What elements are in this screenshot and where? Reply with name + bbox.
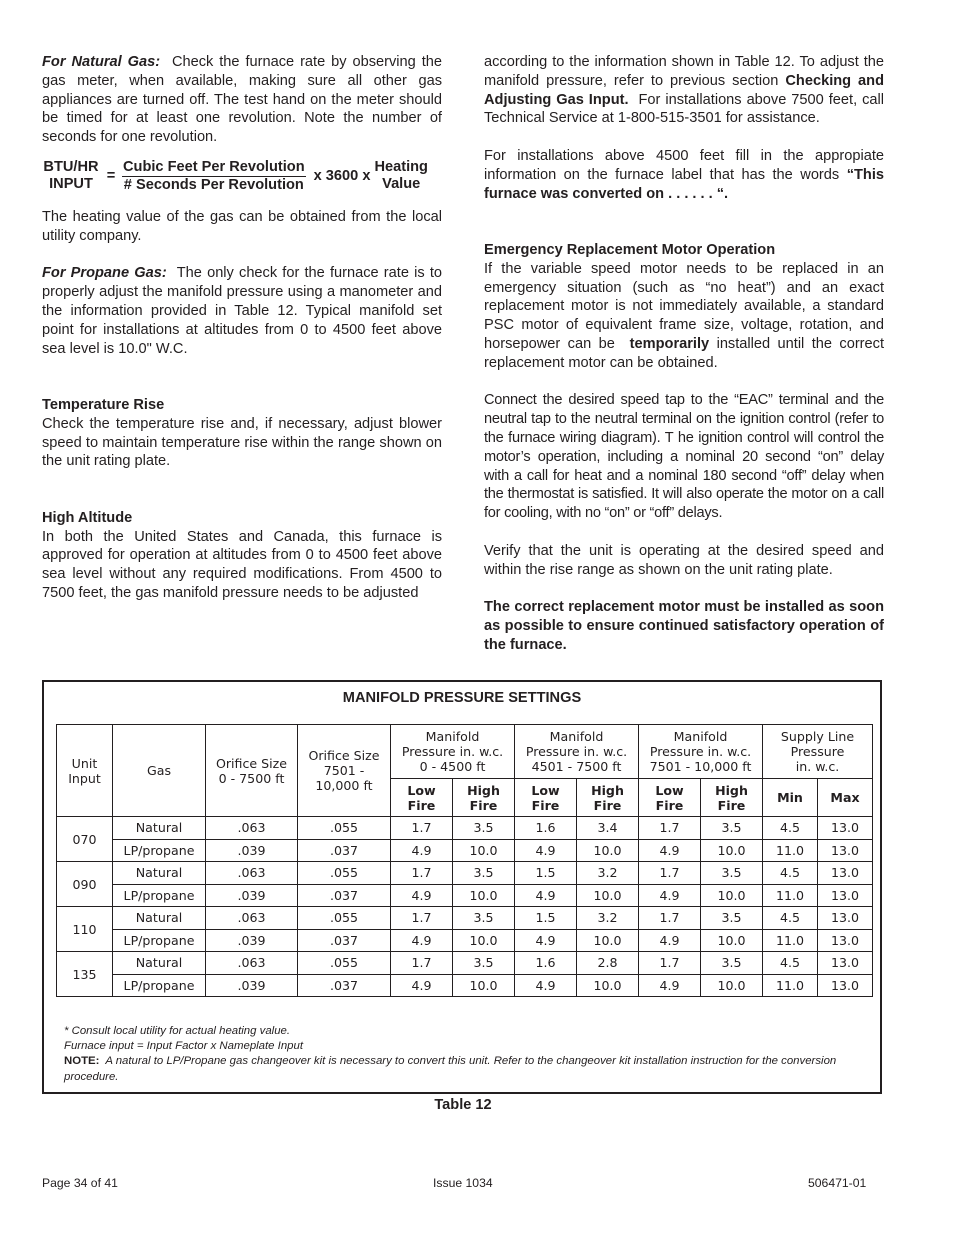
value-cell: 2.8 bbox=[577, 952, 639, 975]
mp3-range: 7501 - 10,000 ft bbox=[649, 759, 752, 774]
value-cell: .063 bbox=[206, 952, 298, 975]
gas-cell: Natural bbox=[113, 907, 206, 930]
natural-gas-text: Check the furnace rate by observing the gas meter, when available, making sure all other gas appliances are turned off. The test hand on the meter should be timed for at least one revolution. Note the number of seconds for one revolution. bbox=[42, 54, 442, 146]
note-label: NOTE: bbox=[64, 1055, 100, 1068]
table-row bbox=[57, 817, 873, 840]
low-1: Low bbox=[407, 782, 436, 798]
table-row bbox=[57, 839, 873, 862]
value-cell: 3.5 bbox=[453, 817, 515, 840]
header-orifice-size-b bbox=[298, 725, 391, 817]
note-changeover-text: A natural to LP/Propane gas changeover kit is necessary to convert this unit. Refer to the changeover kit installation instruction for the conversion procedure. bbox=[64, 1055, 837, 1083]
value-cell: 1.7 bbox=[391, 862, 453, 885]
value-cell: 11.0 bbox=[763, 929, 818, 952]
mp2-line2: Pressure in. w.c. bbox=[525, 744, 628, 759]
value-cell: 10.0 bbox=[577, 839, 639, 862]
table-row bbox=[57, 952, 873, 975]
value-cell: 1.7 bbox=[391, 907, 453, 930]
value-cell: 11.0 bbox=[763, 884, 818, 907]
value-cell: 3.4 bbox=[577, 817, 639, 840]
value-cell: 4.9 bbox=[639, 974, 701, 997]
value-cell: 10.0 bbox=[701, 929, 763, 952]
para1-text-a: according to the information shown in Table 12. To adjust the manifold pressure, refer to previous section bbox=[484, 54, 884, 89]
value-cell: .039 bbox=[206, 884, 298, 907]
table-row bbox=[57, 862, 873, 885]
value-cell: 4.9 bbox=[391, 929, 453, 952]
value-cell: 1.7 bbox=[391, 952, 453, 975]
header-supply-line bbox=[763, 725, 873, 779]
fire-h1: Fire bbox=[469, 797, 498, 813]
footer-doc-number: 506471-01 bbox=[808, 1176, 867, 1190]
value-cell: 4.5 bbox=[763, 952, 818, 975]
mp1-line1: Manifold bbox=[425, 729, 480, 744]
note-changeover bbox=[64, 1054, 869, 1084]
gas-cell: Natural bbox=[113, 817, 206, 840]
value-cell: .039 bbox=[206, 839, 298, 862]
value-cell: 13.0 bbox=[818, 839, 873, 862]
mp3-line1: Manifold bbox=[673, 729, 728, 744]
table-row bbox=[57, 929, 873, 952]
label-paragraph bbox=[484, 147, 884, 203]
fire-l1: Fire bbox=[407, 797, 436, 813]
header-low-fire-2 bbox=[515, 779, 577, 817]
right-column bbox=[484, 53, 884, 655]
header-gas: Gas bbox=[113, 725, 206, 817]
formula-btu-label bbox=[42, 159, 100, 193]
formula-equals: = bbox=[106, 167, 116, 184]
header-min: Min bbox=[763, 779, 818, 817]
formula-denominator: # Seconds Per Revolution bbox=[123, 176, 304, 193]
para1-bold: Checking and Adjusting Gas Input. bbox=[484, 72, 884, 108]
value-cell: .063 bbox=[206, 907, 298, 930]
value-cell: .037 bbox=[298, 929, 391, 952]
header-unit-input: Unit Input bbox=[57, 725, 113, 817]
temp-rise-paragraph: Check the temperature rise and, if necessary, adjust blower speed to maintain temperature rise within the range shown on the unit rating plate. bbox=[42, 415, 442, 470]
value-cell: 4.9 bbox=[639, 839, 701, 862]
value-cell: 13.0 bbox=[818, 974, 873, 997]
unit-cell: 135 bbox=[57, 952, 113, 997]
high-altitude-heading: High Altitude bbox=[42, 509, 133, 526]
value-cell: 1.6 bbox=[515, 817, 577, 840]
value-cell: 4.9 bbox=[391, 974, 453, 997]
value-cell: .037 bbox=[298, 839, 391, 862]
header-high-fire-2 bbox=[577, 779, 639, 817]
value-cell: .055 bbox=[298, 907, 391, 930]
manifold-pressure-table-box bbox=[42, 680, 882, 1094]
value-cell: 1.7 bbox=[391, 817, 453, 840]
fire-l3: Fire bbox=[655, 797, 684, 813]
value-cell: 13.0 bbox=[818, 862, 873, 885]
value-cell: .039 bbox=[206, 929, 298, 952]
value-cell: 3.5 bbox=[701, 862, 763, 885]
formula-fraction bbox=[122, 159, 306, 194]
emergency-bold: temporarily bbox=[629, 335, 710, 352]
low-2: Low bbox=[531, 782, 560, 798]
left-column bbox=[42, 53, 442, 603]
propane-paragraph bbox=[42, 264, 442, 358]
value-cell: 1.5 bbox=[515, 907, 577, 930]
high-1: High bbox=[467, 782, 500, 798]
heating-value-paragraph: The heating value of the gas can be obtained from the local utility company. bbox=[42, 208, 442, 244]
value-cell: 3.5 bbox=[701, 907, 763, 930]
gas-cell: Natural bbox=[113, 952, 206, 975]
value-cell: 11.0 bbox=[763, 974, 818, 997]
high-altitude-paragraph: In both the United States and Canada, this furnace is approved for operation at altitudes from 0 to 4500 feet above sea level without any required modifications. From 4500 to 7500 feet, the gas manifold pressure needs to be adjusted bbox=[42, 528, 442, 601]
value-cell: 4.9 bbox=[391, 839, 453, 862]
header-low-fire-1 bbox=[391, 779, 453, 817]
value-cell: 10.0 bbox=[577, 929, 639, 952]
formula-multiplier: x 3600 x bbox=[313, 167, 371, 184]
value-cell: 10.0 bbox=[701, 839, 763, 862]
value-cell: 1.7 bbox=[639, 907, 701, 930]
mp1-range: 0 - 4500 ft bbox=[419, 759, 486, 774]
formula-btu-line1: BTU/HR bbox=[43, 159, 99, 176]
high-2: High bbox=[591, 782, 624, 798]
formula-btu-line2: INPUT bbox=[49, 176, 93, 193]
header-manifold-range1 bbox=[391, 725, 515, 779]
value-cell: 4.9 bbox=[515, 974, 577, 997]
value-cell: 10.0 bbox=[577, 974, 639, 997]
gas-cell: LP/propane bbox=[113, 974, 206, 997]
header-high-fire-3 bbox=[701, 779, 763, 817]
value-cell: 13.0 bbox=[818, 884, 873, 907]
unit-cell: 110 bbox=[57, 907, 113, 952]
formula-numerator: Cubic Feet Per Revolution bbox=[123, 158, 305, 175]
value-cell: 4.9 bbox=[515, 839, 577, 862]
value-cell: 3.5 bbox=[701, 952, 763, 975]
fire-h3: Fire bbox=[717, 797, 746, 813]
orifice-b-line2: 7501 - bbox=[323, 763, 365, 778]
value-cell: 3.5 bbox=[453, 862, 515, 885]
propane-text: The only check for the furnace rate is to properly adjust the manifold pressure using a manometer and the information provided in Table 12. Typical manifold set point for installations at altitudes from 0 to 4500 feet above sea level is 10.0" W.C. bbox=[42, 265, 442, 357]
value-cell: 4.5 bbox=[763, 907, 818, 930]
note-consult-utility: * Consult local utility for actual heating value. bbox=[64, 1025, 291, 1037]
emergency-paragraph bbox=[484, 260, 884, 373]
value-cell: 1.7 bbox=[639, 862, 701, 885]
propane-lead: For Propane Gas: bbox=[42, 265, 167, 282]
table-row bbox=[57, 907, 873, 930]
para1-text-b: For installations above 7500 feet, call Technical Service at 1-800-515-3501 for assistance. bbox=[484, 91, 884, 127]
mp1-line2: Pressure in. w.c. bbox=[401, 744, 504, 759]
value-cell: .055 bbox=[298, 817, 391, 840]
orifice-a-line1: Orifice Size bbox=[215, 755, 288, 771]
unit-cell: 070 bbox=[57, 817, 113, 862]
header-manifold-range3 bbox=[639, 725, 763, 779]
table-caption: Table 12 bbox=[434, 1097, 492, 1113]
temp-rise-heading: Temperature Rise bbox=[42, 396, 165, 413]
value-cell: 3.5 bbox=[701, 817, 763, 840]
value-cell: 3.2 bbox=[577, 907, 639, 930]
formula-heating-line1: Heating bbox=[374, 159, 428, 176]
fire-l2: Fire bbox=[531, 797, 560, 813]
value-cell: .037 bbox=[298, 884, 391, 907]
warning-paragraph: The correct replacement motor must be installed as soon as possible to ensure continued satisfactory operation of the furnace. bbox=[484, 599, 884, 653]
gas-cell: LP/propane bbox=[113, 929, 206, 952]
value-cell: .055 bbox=[298, 952, 391, 975]
value-cell: 4.9 bbox=[515, 884, 577, 907]
value-cell: 10.0 bbox=[453, 974, 515, 997]
fire-h2: Fire bbox=[593, 797, 622, 813]
connect-paragraph: Connect the desired speed tap to the “EAC” terminal and the neutral tap to the neutral terminal on the ignition control (refer to the furnace wiring diagram). T he ignition control will control the motor’s operation, including a nominal 20 second “on” delay with a call for heat and a nominal 180 second “off” delay when the thermostat is satisfied. It will also operate the motor on a call for cooling, with no “on” or “off” delays. bbox=[484, 392, 884, 522]
mp2-range: 4501 - 7500 ft bbox=[531, 759, 622, 774]
value-cell: .063 bbox=[206, 862, 298, 885]
value-cell: 3.2 bbox=[577, 862, 639, 885]
natural-gas-lead: For Natural Gas: bbox=[42, 54, 161, 70]
manifold-adjust-paragraph bbox=[484, 53, 884, 128]
value-cell: 1.6 bbox=[515, 952, 577, 975]
value-cell: 1.7 bbox=[639, 952, 701, 975]
orifice-b-line3: 10,000 ft bbox=[315, 778, 373, 793]
para2-bold: “This furnace was converted on . . . . . . “. bbox=[484, 166, 885, 202]
para2-text-a: For installations above 4500 feet fill in the appropiate information on the furnace label that has the words bbox=[484, 147, 884, 183]
value-cell: .063 bbox=[206, 817, 298, 840]
value-cell: 3.5 bbox=[453, 952, 515, 975]
high-3: High bbox=[715, 782, 748, 798]
value-cell: 10.0 bbox=[577, 884, 639, 907]
value-cell: 10.0 bbox=[701, 974, 763, 997]
formula-heating-line2: Value bbox=[382, 176, 421, 193]
mp3-line2: Pressure in. w.c. bbox=[649, 744, 752, 759]
value-cell: 1.5 bbox=[515, 862, 577, 885]
emergency-text-a: If the variable speed motor needs to be replaced in an emergency situation (such as “no heat”) and an exact replacement motor is not immediately available, a standard PSC motor of equivalent frame size, voltage, rotation, and horsepower can be bbox=[484, 260, 884, 352]
table-notes bbox=[64, 1024, 869, 1085]
header-high-fire-1 bbox=[453, 779, 515, 817]
header-max: Max bbox=[818, 779, 873, 817]
unit-cell: 090 bbox=[57, 862, 113, 907]
supply-line1: Supply Line bbox=[780, 729, 855, 744]
value-cell: 3.5 bbox=[453, 907, 515, 930]
value-cell: 13.0 bbox=[818, 952, 873, 975]
gas-cell: Natural bbox=[113, 862, 206, 885]
gas-cell: LP/propane bbox=[113, 839, 206, 862]
footer-issue: Issue 1034 bbox=[433, 1176, 493, 1190]
value-cell: 4.9 bbox=[639, 884, 701, 907]
gas-cell: LP/propane bbox=[113, 884, 206, 907]
footer-page-number: Page 34 of 41 bbox=[42, 1176, 118, 1190]
manifold-pressure-table bbox=[56, 724, 873, 997]
value-cell: 13.0 bbox=[818, 929, 873, 952]
value-cell: 10.0 bbox=[453, 929, 515, 952]
value-cell: 10.0 bbox=[701, 884, 763, 907]
value-cell: .055 bbox=[298, 862, 391, 885]
value-cell: .037 bbox=[298, 974, 391, 997]
header-low-fire-3 bbox=[639, 779, 701, 817]
mp2-line1: Manifold bbox=[549, 729, 604, 744]
value-cell: .039 bbox=[206, 974, 298, 997]
value-cell: 11.0 bbox=[763, 839, 818, 862]
value-cell: 10.0 bbox=[453, 839, 515, 862]
table-title: MANIFOLD PRESSURE SETTINGS bbox=[342, 690, 582, 706]
value-cell: 13.0 bbox=[818, 817, 873, 840]
value-cell: 4.5 bbox=[763, 862, 818, 885]
btu-formula bbox=[42, 159, 442, 194]
formula-heating-value bbox=[374, 159, 428, 193]
low-3: Low bbox=[655, 782, 684, 798]
supply-line2: Pressure bbox=[790, 744, 845, 759]
value-cell: 4.5 bbox=[763, 817, 818, 840]
header-manifold-range2 bbox=[515, 725, 639, 779]
natural-gas-paragraph bbox=[42, 53, 442, 147]
value-cell: 4.9 bbox=[515, 929, 577, 952]
table-row bbox=[57, 884, 873, 907]
emergency-text-b: installed until the correct replacement motor can be obtained. bbox=[484, 335, 885, 371]
orifice-b-line1: Orifice Size bbox=[308, 748, 380, 763]
value-cell: 13.0 bbox=[818, 907, 873, 930]
value-cell: 4.9 bbox=[391, 884, 453, 907]
orifice-a-line2: 0 - 7500 ft bbox=[218, 770, 285, 786]
emergency-heading: Emergency Replacement Motor Operation bbox=[484, 241, 776, 258]
table-row bbox=[57, 974, 873, 997]
note-furnace-input: Furnace input = Input Factor x Nameplate Input bbox=[64, 1040, 304, 1053]
value-cell: 10.0 bbox=[453, 884, 515, 907]
header-orifice-size-a bbox=[206, 725, 298, 817]
value-cell: 1.7 bbox=[639, 817, 701, 840]
value-cell: 4.9 bbox=[639, 929, 701, 952]
verify-paragraph: Verify that the unit is operating at the desired speed and within the rise range as shown on the unit rating plate. bbox=[484, 542, 884, 578]
supply-line3: in. w.c. bbox=[795, 759, 840, 774]
